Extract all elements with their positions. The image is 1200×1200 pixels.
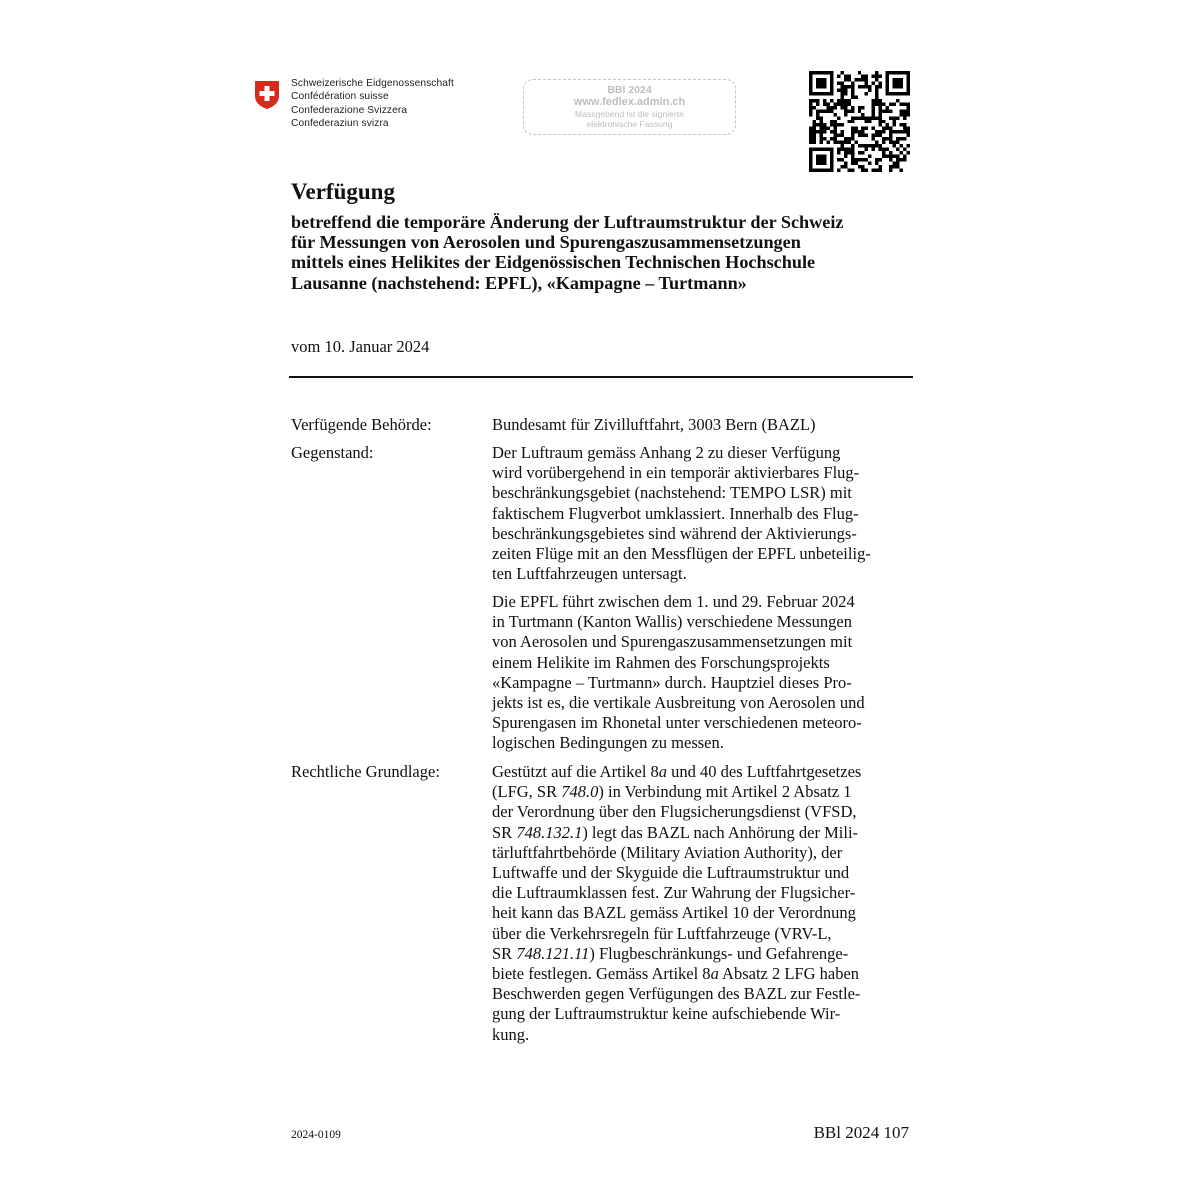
text-segment: und 40 des Luftfahrtgesetzes <box>667 762 862 781</box>
document-title: Verfügung <box>291 179 395 204</box>
subtitle-line: mittels eines Helikites der Eidgenössischen Technischen Hochschule <box>291 252 816 273</box>
text-line <box>492 762 932 782</box>
text-line: einem Helikite im Rahmen des Forschungsprojekts <box>492 652 830 672</box>
italic-segment: 748.132.1 <box>516 822 583 842</box>
text-line: die Luftraumklassen fest. Zur Wahrung der Flugsicher- <box>492 883 856 903</box>
document-subtitle <box>291 212 931 293</box>
text-line <box>492 823 932 843</box>
text-line: beschränkungsgebietes sind während der Aktivierungs- <box>492 523 857 543</box>
text-line: beschränkungsgebiet (nachstehend: TEMPO LSR) mit <box>492 483 852 503</box>
text-line: logischen Bedingungen zu messen. <box>492 733 724 753</box>
text-line: Luftwaffe und der Skyguide die Luftraumstruktur und <box>492 863 850 883</box>
confederation-name-fr: Confédération suisse <box>291 91 389 103</box>
subtitle-line: betreffend die temporäre Änderung der Luftraumstruktur der Schweiz <box>291 212 844 232</box>
subject-paragraph-2 <box>492 592 932 754</box>
italic-segment: a <box>658 762 668 781</box>
italic-segment: 748.0 <box>561 782 599 802</box>
authority-label: Verfügende Behörde: <box>291 415 432 434</box>
subject-label: Gegenstand: <box>291 443 374 462</box>
text-line <box>492 782 932 802</box>
text-line: gung der Luftraumstruktur keine aufschiebende Wir- <box>492 1004 841 1024</box>
text-line: «Kampagne – Turtmann» durch. Hauptziel dieses Pro- <box>492 672 852 692</box>
publication-stamp <box>523 79 736 135</box>
confederation-names <box>291 77 454 131</box>
text-line: jekts ist es, die vertikale Ausbreitung von Aerosolen und <box>492 693 865 713</box>
subject-paragraph-1 <box>492 443 932 584</box>
document-number: 2024-0109 <box>291 1129 341 1141</box>
text-line: heit kann das BAZL gemäss Artikel 10 der Verordnung <box>492 903 856 923</box>
text-segment: (LFG, SR <box>492 782 562 802</box>
text-segment: biete festlegen. Gemäss Artikel 8 <box>492 964 711 984</box>
text-segment: SR <box>492 943 517 963</box>
stamp-line-4: elektronische Fassung <box>586 119 673 129</box>
text-line: kung. <box>492 1024 530 1044</box>
text-line: Der Luftraum gemäss Anhang 2 zu dieser Verfügung <box>492 443 841 462</box>
text-line <box>492 944 932 964</box>
swiss-cross-icon <box>254 80 280 110</box>
divider <box>289 376 913 378</box>
confederation-name-de: Schweizerische Eidgenossenschaft <box>291 78 454 89</box>
text-line: Beschwerden gegen Verfügungen des BAZL zur Festle- <box>492 984 861 1004</box>
subtitle-line: für Messungen von Aerosolen und Spurengaszusammensetzungen <box>291 232 801 253</box>
italic-segment: 748.121.11 <box>516 943 590 963</box>
text-line <box>492 964 932 984</box>
text-line: von Aerosolen und Spurengaszusammensetzungen mit <box>492 632 853 652</box>
text-segment: SR <box>492 822 517 842</box>
legal-basis-paragraph <box>492 762 932 1045</box>
text-line: Spurengasen im Rhonetal unter verschiedenen meteoro- <box>492 713 862 733</box>
text-line: Die EPFL führt zwischen dem 1. und 29. Februar 2024 <box>492 592 855 611</box>
text-segment: Gestützt auf die Artikel 8 <box>492 762 659 781</box>
text-segment: Absatz 2 LFG haben <box>718 964 860 984</box>
text-line: der Verordnung über den Flugsicherungsdienst (VFSD, <box>492 802 857 822</box>
legal-basis-label: Rechtliche Grundlage: <box>291 762 440 781</box>
subtitle-line: Lausanne (nachstehend: EPFL), «Kampagne – Turtmann» <box>291 272 747 293</box>
page-reference: BBl 2024 107 <box>813 1123 909 1142</box>
text-line: über die Verkehrsregeln für Luftfahrzeuge (VRV-L, <box>492 923 832 943</box>
text-line: faktischem Flugverbot umklassiert. Innerhalb des Flug- <box>492 503 859 523</box>
stamp-line-3: Massgebend ist die signierte <box>575 109 684 119</box>
document-date: vom 10. Januar 2024 <box>291 337 430 356</box>
authority-value <box>492 415 932 435</box>
qr-code-icon <box>809 71 910 172</box>
text-line: wird vorübergehend in ein temporär aktivierbares Flug- <box>492 463 860 483</box>
italic-segment: a <box>710 964 719 984</box>
text-segment: ) Flugbeschränkungs- und Gefahrenge- <box>589 943 849 963</box>
stamp-line-1: BBl 2024 <box>607 84 652 96</box>
text-segment: ) in Verbindung mit Artikel 2 Absatz 1 <box>598 782 852 802</box>
text-line: ten Luftfahrzeugen untersagt. <box>492 564 687 584</box>
text-segment: ) legt das BAZL nach Anhörung der Mili- <box>582 822 859 842</box>
confederation-name-it: Confederazione Svizzera <box>291 104 408 116</box>
confederation-name-rm: Confederaziun svizra <box>291 118 389 130</box>
text-line: tärluftfahrtbehörde (Military Aviation Authority), der <box>492 842 843 862</box>
text-line: in Turtmann (Kanton Wallis) verschiedene Messungen <box>492 612 852 632</box>
text-line: zeiten Flüge mit an den Messflügen der EPFL unbeteilig- <box>492 544 871 564</box>
stamp-line-2: www.fedlex.admin.ch <box>573 96 686 108</box>
text-line: Bundesamt für Zivilluftfahrt, 3003 Bern (BAZL) <box>492 415 816 434</box>
